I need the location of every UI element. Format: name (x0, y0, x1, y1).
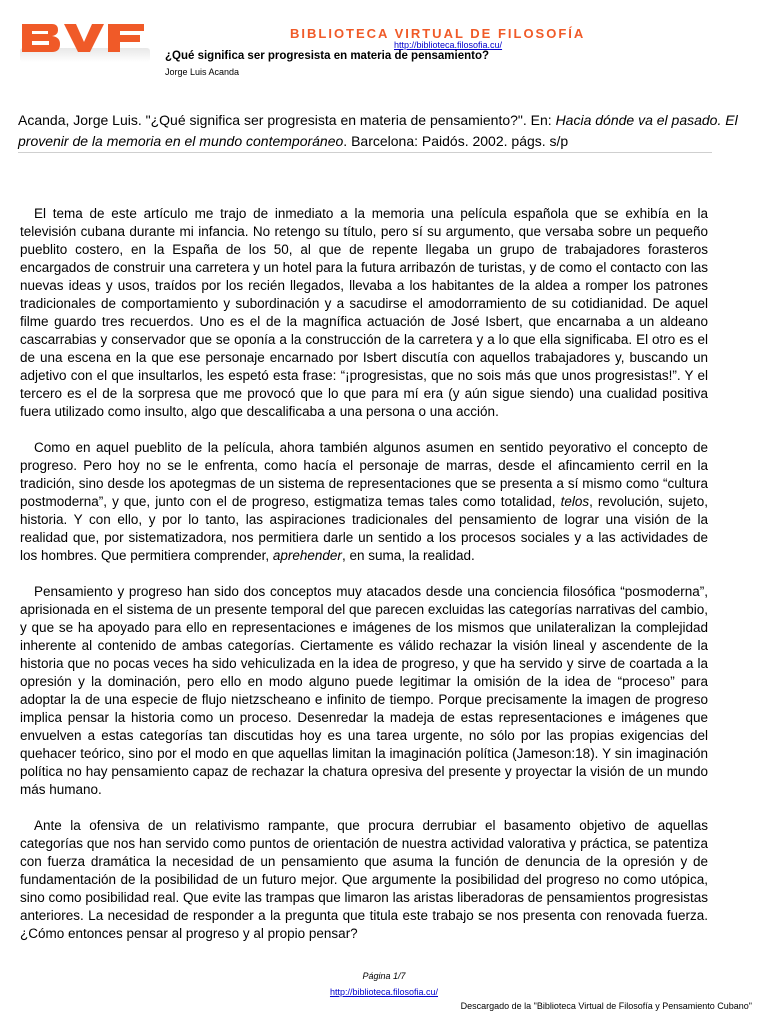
citation-part2: . Barcelona: Paidós. 2002. págs. s/p (343, 133, 569, 149)
citation-part1: Acanda, Jorge Luis. "¿Qué significa ser progresista en materia de pensamiento?". En: (18, 112, 556, 128)
paragraph-3: Pensamiento y progreso han sido dos conceptos muy atacados desde una conciencia filosófica “posmoderna”, aprisionada en el sistema de un presente temporal del que parecen excluidas las categorías narrativas del cambio, y que se ha apoyado para ello en representaciones e imágenes de los mismos que unilateralizan la complejidad inherente al contenido de ambas categorías. Ciertamente es válido rechazar la visión lineal y ascendente de la historia que no pocas veces ha sido vehiculizada en la idea de progreso, y que ha servido y sirve de coartada a la opresión y la dominación, pero ello en modo alguno puede legitimar la omisión de la idea de “proceso” para adoptar la de una especie de flujo nietzscheano e infinito de tiempo. Porque precisamente la imagen de progreso implica pensar la historia como un proceso. Desenredar la madeja de estas representaciones e imágenes que envuelven a estas categorías tan discutidas hoy es una tarea urgente, no sólo por las propias exigencias del quehacer teórico, sino por el modo en que aquellas limitan la imaginación política (Jameson:18). Y sin imaginación política no hay pensamiento capaz de rechazar la chatura opresiva del presente y proyectar la visión de un mundo más humano. (20, 584, 708, 797)
paragraph-2-text-a: Como en aquel pueblito de la película, ahora también algunos asumen en sentido peyorativo el concepto de progreso. Pero hoy no se le enfrenta, como hacía el personaje de marras, desde el afincamiento cerril en la tradición, sino desde los apotegmas de un sistema de representaciones que se presenta a sí mismo como “cultura postmoderna”, y que, junto con el de progreso, estigmatiza temas tales como totalidad, (20, 440, 708, 509)
separator-line (18, 152, 712, 153)
document-author: Jorge Luis Acanda (165, 67, 240, 77)
download-credit: Descargado de la "Biblioteca Virtual de Filosofía y Pensamiento Cubano" (460, 1001, 752, 1011)
bibliographic-citation (18, 110, 753, 152)
paragraph-2-text-c: , en suma, la realidad. (341, 548, 475, 563)
term-telos: telos (560, 494, 590, 509)
article-body (20, 205, 708, 961)
library-name: BIBLIOTECA VIRTUAL DE FILOSOFÍA (290, 26, 586, 41)
document-title: ¿Qué significa ser progresista en materia de pensamiento? (165, 50, 490, 62)
paragraph-2-text-b: , revolución, sujeto, historia. Y con ello, y por lo tanto, las aspiraciones tradicionales del pensamiento de lograr una visión de la realidad que, por sistematizadora, nos permitiera darle un sentido a los procesos sociales y a las actividades de los hombres. Que permitiera comprender, (20, 494, 708, 563)
bvf-logo (18, 20, 146, 56)
header-url-link[interactable]: http://biblioteca.filosofia.cu/ (394, 40, 503, 50)
term-aprehender: aprehender (272, 548, 342, 563)
citation-book-title: Hacia dónde va el pasado. El provenir de la memoria en el mundo contemporáneo (18, 112, 738, 149)
footer-url-link[interactable]: http://biblioteca.filosofia.cu/ (329, 987, 439, 997)
paragraph-1: El tema de este artículo me trajo de inmediato a la memoria una película española que se exhibía en la televisión cubana durante mi infancia. No retengo su título, pero sí su argumento, que versaba sobre un pequeño pueblito costero, en la España de los 50, al que de repente llegaba un grupo de trabajadores forasteros encargados de construir una carretera y un hotel para la futura arribazón de turistas, y de como el contacto con las nuevas ideas y usos, traídos por los recién llegados, llevaba a los habitantes de la aldea a romper los patrones tradicionales de comportamiento y subordinación y a sacudirse el amodorramiento de su cotidianidad. De aquel filme guardo tres recuerdos. Uno es el de la magnífica actuación de José Isbert, que encarnaba a un aldeano cascarrabias y conservador que se oponía a la construcción de la carretera y a lo que ella significaba. El otro es el de una escena en la que ese personaje encarnado por Isbert discutía con aquellos trabajadores y, buscando un adjetivo con el que insultarlos, les espetó esta frase: “¡progresistas, que no sois más que unos progresistas!”. Y el tercero es el de la sorpresa que me provocó que lo que para mí era (y aún sigue siendo) una cualidad positiva fuera utilizado como insulto, algo que descalificaba a una persona o una acción. (20, 206, 708, 419)
paragraph-2 (20, 439, 708, 565)
page-header (0, 0, 768, 90)
paragraph-4: Ante la ofensiva de un relativismo rampante, que procura derrubiar el basamento objetivo de aquellas categorías que nos han servido como puntos de orientación de nuestra actividad valorativa y práctica, se patentiza con fuerza dramática la necesidad de un pensamiento que asuma la función de denuncia de la opresión y de fundamentación de la posibilidad de un futuro mejor. Que argumente la posibilidad del progreso no como utópica, sino como posibilidad real. Que evite las trampas que limaron las aristas liberadoras de pensamientos progresistas anteriores. La necesidad de responder a la pregunta que titula este trabajo se nos presenta con renovada fuerza. ¿Cómo entonces pensar al progreso y al propio pensar? (20, 818, 708, 941)
page-number: Página 1/7 (362, 971, 406, 981)
